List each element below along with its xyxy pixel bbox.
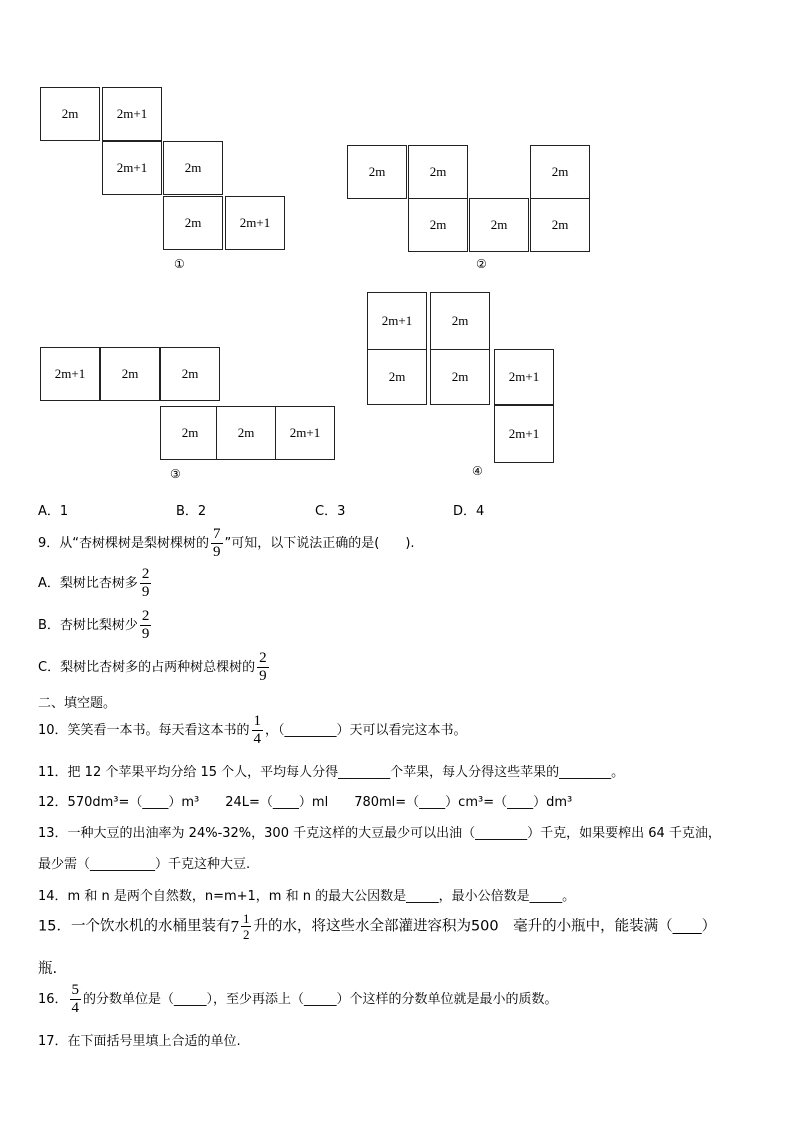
net-cell: 2m (430, 349, 490, 405)
q9-option-a[interactable] (38, 567, 153, 600)
question-9 (38, 527, 415, 560)
net-cell: 2m+1 (494, 405, 554, 463)
fraction: $\frac{2}{9}$ (141, 608, 150, 642)
fraction: $\frac{2}{9}$ (141, 566, 150, 600)
mixed-number: 7 $\frac{1}{2}$ (230, 911, 250, 942)
q15-text: 15．一个饮水机的水桶里装有 (38, 918, 231, 935)
net-cell: 2m (430, 292, 490, 350)
net-cell: 2m (347, 145, 407, 199)
fraction: $\frac{7}{9}$ (213, 526, 221, 560)
question-17: 17．在下面括号里填上合适的单位. (38, 1034, 241, 1049)
question-15[interactable] (38, 912, 716, 941)
net-cell: 2m (469, 198, 529, 252)
net-cell: 2m (40, 87, 100, 141)
net-cell: 2m (367, 349, 427, 405)
net-cell: 2m+1 (102, 87, 162, 141)
section-heading: 二、填空题。 (38, 696, 117, 711)
q9-suffix: ”可知，以下说法正确的是( ). (224, 536, 415, 551)
q10-text: 10．笑笑看一本书。每天看这本书的 (38, 723, 250, 738)
option-text: A．梨树比杏树多 (38, 576, 138, 591)
question-16[interactable] (38, 983, 558, 1016)
net-cell: 2m (100, 347, 160, 401)
net-cell: 2m (163, 141, 223, 195)
net-cell: 2m+1 (494, 349, 554, 405)
option-a[interactable]: A．1 (38, 504, 69, 519)
net-cell: 2m (216, 406, 276, 460)
fraction: $\frac{1}{4}$ (253, 713, 262, 747)
net-cell: 2m+1 (367, 292, 427, 350)
option-d[interactable]: D．4 (453, 504, 485, 519)
net-cell: 2m (408, 198, 468, 252)
q16-text: 的分数单位是（_____），至少再添上（_____）个这样的分数单位就是最小的质数。 (83, 992, 558, 1007)
option-c[interactable]: C．3 (315, 504, 346, 519)
net-cell: 2m+1 (275, 406, 335, 460)
net-cell: 2m (530, 145, 590, 199)
net-cell: 2m+1 (102, 141, 162, 195)
question-10 (38, 714, 467, 747)
figure-caption: ③ (170, 467, 181, 481)
option-text: B．杏树比梨树少 (38, 618, 138, 633)
question-13[interactable]: 13．一种大豆的出油率为 24%-32%，300 千克这样的大豆最少可以出油（________）千克，如果要榨出 64 千克油， (38, 826, 721, 841)
figure-caption: ② (476, 257, 487, 271)
net-cell: 2m (160, 406, 220, 460)
q9-option-b[interactable] (38, 609, 153, 642)
q16-number: 16． (38, 992, 68, 1007)
option-b[interactable]: B．2 (176, 504, 207, 519)
net-cell: 2m (160, 347, 220, 401)
q15-text-2: 升的水，将这些水全部灌进容积为500 毫升的小瓶中，能装满（____） (253, 918, 717, 935)
fraction: $\frac{2}{9}$ (259, 650, 267, 684)
net-cell: 2m (408, 145, 468, 199)
figure-caption: ① (174, 257, 185, 271)
net-cell: 2m (530, 198, 590, 252)
fraction: $\frac{5}{4}$ (71, 982, 80, 1016)
net-cell: 2m+1 (40, 347, 100, 401)
net-cell: 2m+1 (225, 196, 285, 250)
q9-prefix: 9．从“杏树棵树是梨树棵树的 (38, 536, 210, 551)
question-14[interactable]: 14．m 和 n 是两个自然数，n=m+1，m 和 n 的最大公因数是_____，最小公倍数是_____。 (38, 889, 576, 904)
question-15-cont: 瓶. (38, 961, 58, 977)
net-cell: 2m (163, 196, 223, 250)
question-11[interactable]: 11．把 12 个苹果平均分给 15 个人，平均每人分得________个苹果，每人分得这些苹果的________。 (38, 765, 625, 780)
q10-answer-text[interactable]: ，（________）天可以看完这本书。 (265, 723, 467, 738)
figure-caption: ④ (472, 464, 483, 478)
question-12[interactable]: 12．570dm³=（____）m³ 24L=（____）ml 780ml=（____）cm³=（____）dm³ (38, 795, 573, 810)
option-text: C．梨树比杏树多的占两种树总棵树的 (38, 660, 256, 675)
question-13-cont[interactable]: 最少需（__________）千克这种大豆. (38, 857, 251, 872)
q9-option-c[interactable] (38, 651, 271, 684)
